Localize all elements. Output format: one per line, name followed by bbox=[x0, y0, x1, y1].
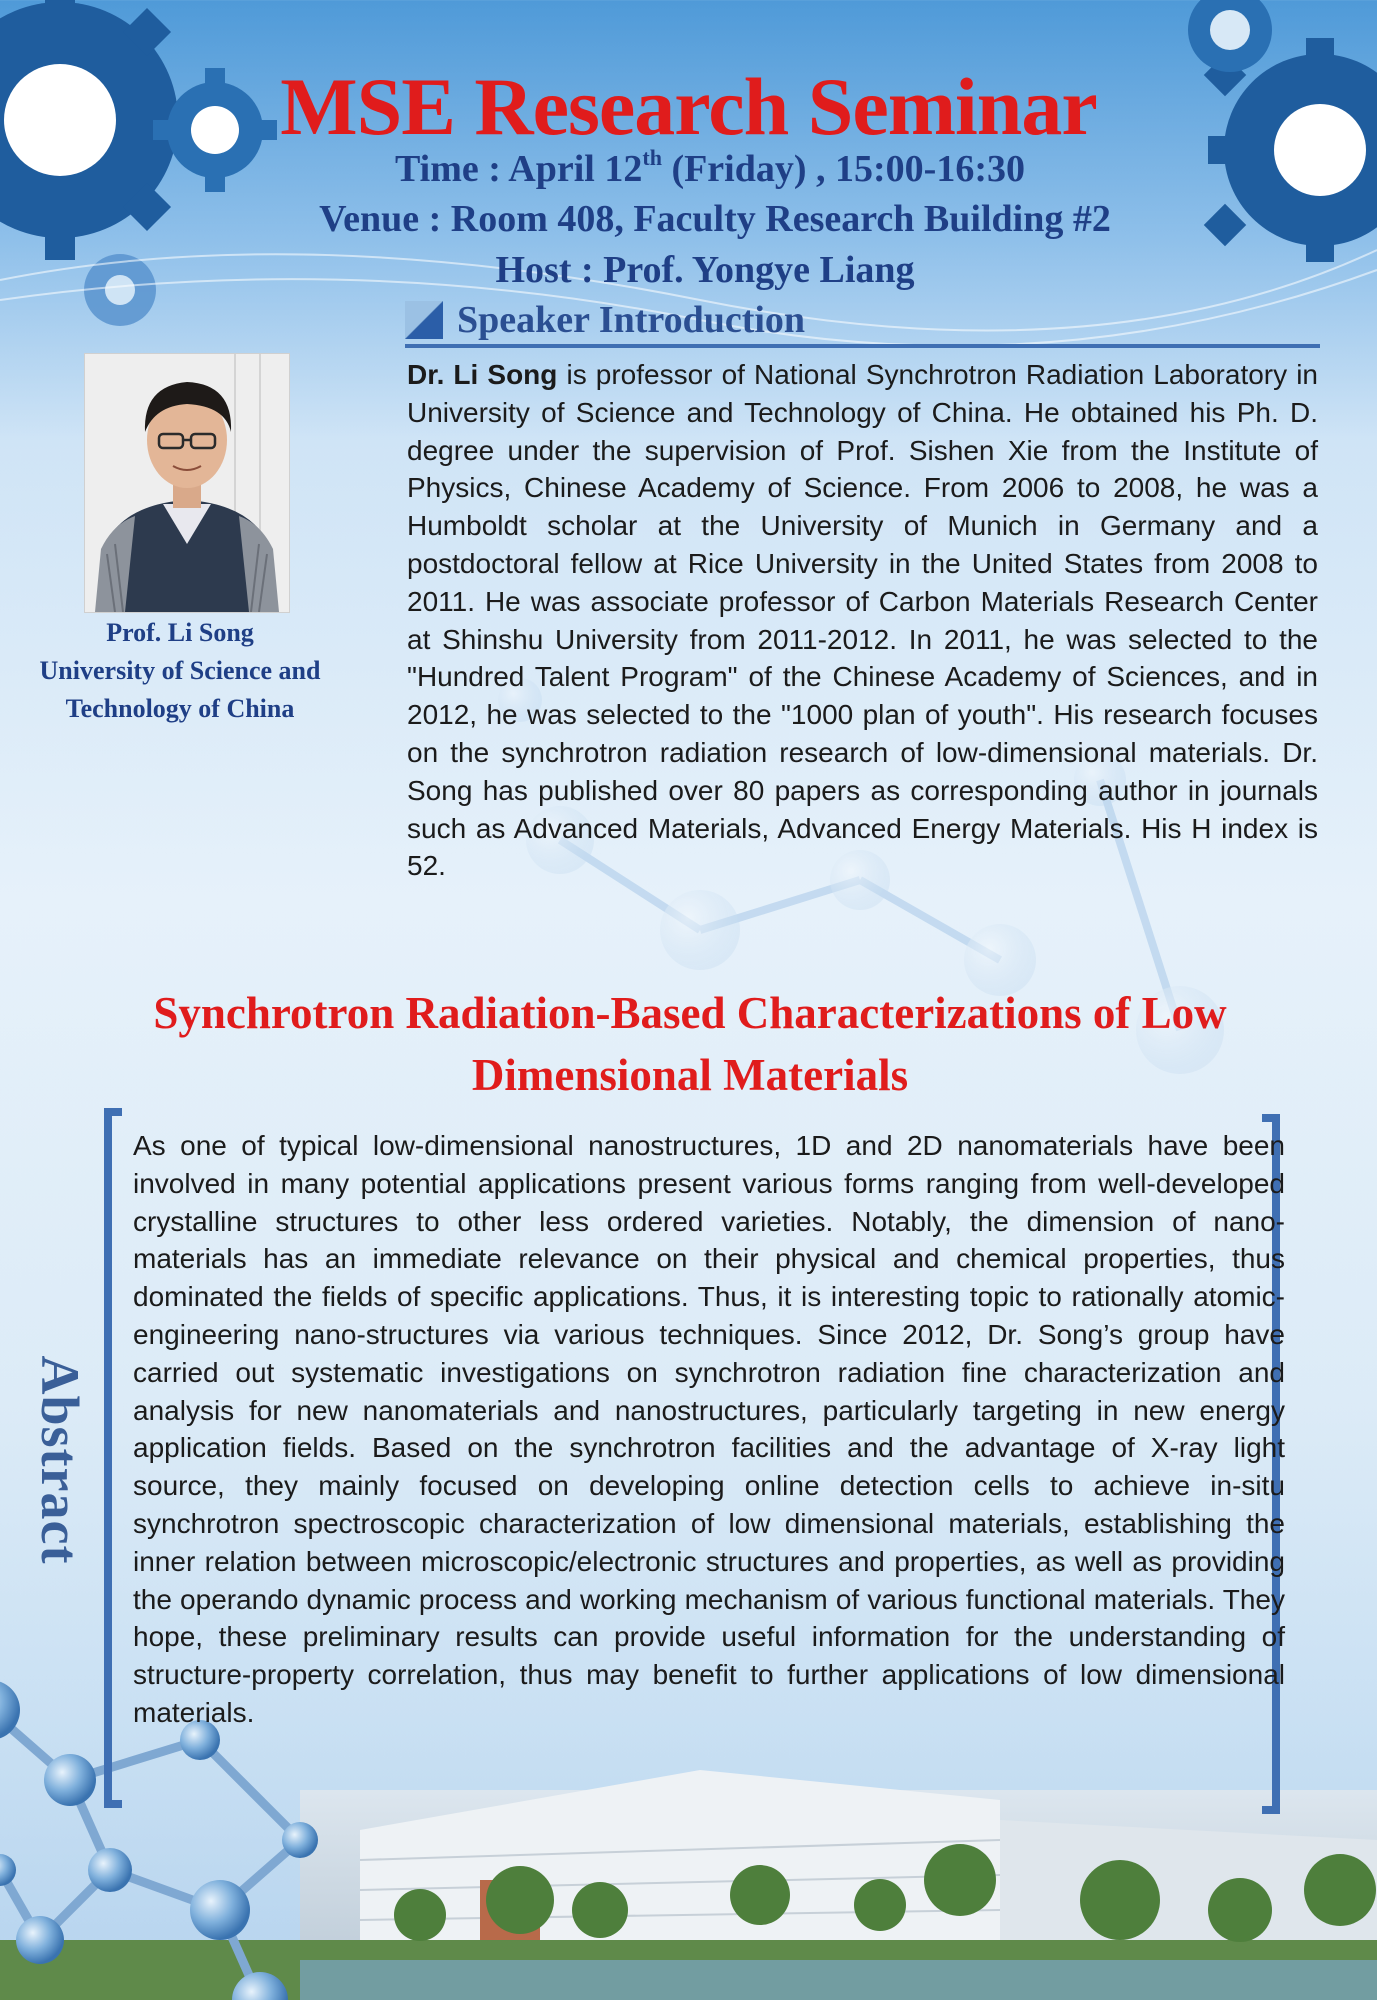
speaker-intro-label: Speaker Introduction bbox=[457, 299, 806, 341]
bio-text: is professor of National Synchrotron Radiation Laboratory in University of Science and Technology of China. He obtained his Ph. D. degree under the supervision of Prof. Sishen Xie from the Institute of Physics, Chinese Academy of Science. From 2006 to 2008, he was a Humboldt scholar at the University of Munich in Germany and a postdoctoral fellow at Rice University in the United States from 2008 to 2011. He was associate professor of Carbon Materials Research Center at Shinshu University from 2011-2012. In 2011, he was selected to the "Hundred Talent Program" of the Chinese Academy of Sciences, and in 2012, he was selected to the "1000 plan of youth". His research focuses on the synchrotron radiation research of low-dimensional materials. Dr. Song has published over 80 papers as corresponding author in journals such as Advanced Materials, Advanced Energy Materials. His H index is 52. bbox=[407, 359, 1318, 882]
speaker-caption bbox=[0, 614, 360, 728]
left-bracket bbox=[104, 1108, 122, 1808]
speaker-affiliation-line1: University of Science and bbox=[39, 656, 321, 685]
time-text: Time : April 12 bbox=[395, 148, 643, 190]
talk-title bbox=[40, 982, 1340, 1106]
abstract-label: Abstract bbox=[30, 1355, 90, 1565]
venue-line: Venue : Room 408, Faculty Research Building #2 bbox=[319, 198, 1111, 240]
abstract-text: As one of typical low-dimensional nanostructures, 1D and 2D nanomaterials have been involved in many potential applications present various forms ranging from well-developed crystalline structures to other less ordered varieties. Notably, the dimension of nano-materials has an immediate relevance on their physical and chemical properties, thus dominated the fields of specific applications. Thus, it is interesting topic to rationally atomic-engineering nano-structures via various techniques. Since 2012, Dr. Song’s group have carried out systematic investigations on synchrotron radiation fine characterization and analysis for new nanomaterials and nanostructures, particularly targeting in new energy application fields. Based on the synchrotron facilities and the advantage of X-ray light source, they mainly focused on developing online detection cells to achieve in-situ synchrotron spectroscopic characterization of low dimensional materials, establishing the inner relation between microscopic/electronic structures and properties, as well as providing the operando dynamic process and working mechanism of various functional materials. They hope, these preliminary results can provide useful information for the understanding of structure-property correlation, thus may benefit to further applications of low dimensional materials. bbox=[133, 1130, 1285, 1728]
section-divider bbox=[405, 344, 1320, 348]
time-text-suffix: (Friday) , 15:00-16:30 bbox=[661, 148, 1025, 190]
talk-title-line1: Synchrotron Radiation-Based Characterizations of Low bbox=[153, 988, 1227, 1038]
speaker-photo bbox=[84, 353, 290, 613]
talk-title-line2: Dimensional Materials bbox=[471, 1050, 909, 1100]
bio-speaker-name: Dr. Li Song bbox=[407, 359, 558, 390]
speaker-bio bbox=[407, 356, 1318, 885]
time-line bbox=[0, 147, 1377, 191]
speaker-intro-heading bbox=[405, 296, 805, 344]
square-bullet-icon bbox=[405, 301, 443, 339]
time-superscript: th bbox=[642, 145, 662, 170]
speaker-name: Prof. Li Song bbox=[106, 618, 254, 647]
seminar-title: MSE Research Seminar bbox=[280, 61, 1097, 152]
speaker-affiliation-line2: Technology of China bbox=[65, 694, 295, 723]
host-line: Host : Prof. Yongye Liang bbox=[495, 249, 915, 291]
